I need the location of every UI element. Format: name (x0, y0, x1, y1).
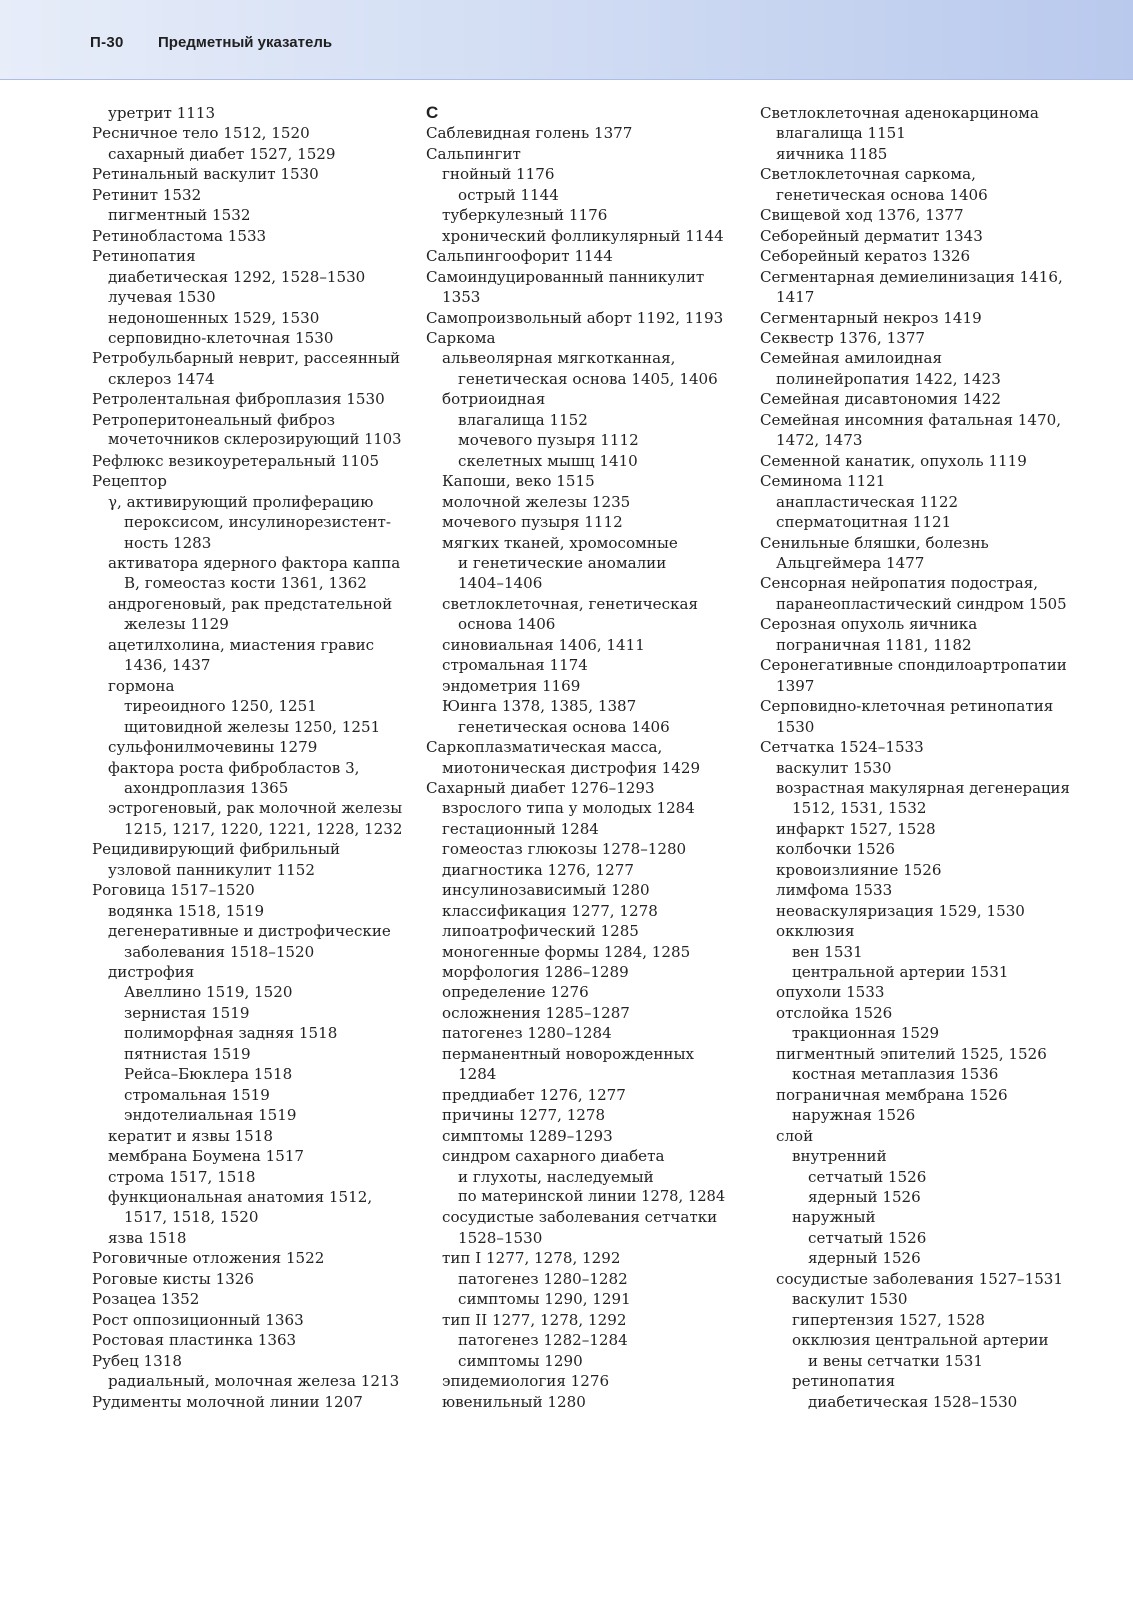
index-entry: Роговица 1517–1520 (92, 881, 255, 900)
index-entry: зернистая 1519 (124, 1003, 250, 1022)
index-entry: стромальная 1519 (124, 1085, 270, 1104)
index-entry: острый 1144 (458, 185, 559, 204)
index-entry: тип II 1277, 1278, 1292 (442, 1310, 627, 1329)
index-entry: Роговичные отложения 1522 (92, 1249, 325, 1268)
index-entry: Сахарный диабет 1276–1293 (426, 778, 655, 797)
index-entry: симптомы 1289–1293 (442, 1126, 613, 1145)
index-entry: Авеллино 1519, 1520 (124, 983, 293, 1002)
index-entry: Серозная опухоль яичника (760, 615, 978, 634)
index-entry: Ретинальный васкулит 1530 (92, 165, 319, 184)
page-number: П-30 (90, 34, 124, 51)
index-entry: инфаркт 1527, 1528 (776, 819, 936, 838)
index-entry: пигментный эпителий 1525, 1526 (776, 1044, 1047, 1063)
index-entry: отслойка 1526 (776, 1003, 893, 1022)
index-entry: Рост оппозиционный 1363 (92, 1310, 304, 1329)
index-entry: функциональная анатомия 1512, (108, 1188, 373, 1207)
index-entry: опухоли 1533 (776, 983, 885, 1002)
index-entry: гнойный 1176 (442, 165, 555, 184)
index-entry: пограничная 1181, 1182 (776, 635, 972, 654)
index-entry: гипертензия 1527, 1528 (792, 1310, 985, 1329)
index-entry: Свищевой ход 1376, 1377 (760, 206, 964, 225)
index-entry: Семейная дисавтономия 1422 (760, 390, 1002, 409)
index-entry: кровоизлияние 1526 (776, 860, 942, 879)
index-entry: основа 1406 (458, 615, 556, 634)
index-entry: мочевого пузыря 1112 (458, 431, 639, 450)
index-entry: липоатрофический 1285 (442, 922, 639, 941)
index-entry: сульфонилмочевины 1279 (108, 738, 318, 757)
section-letter: С (426, 103, 439, 122)
index-entry: пограничная мембрана 1526 (776, 1085, 1008, 1104)
index-entry: эндометрия 1169 (442, 676, 581, 695)
index-entry: Сегментарный некроз 1419 (760, 308, 982, 327)
index-entry: пятнистая 1519 (124, 1044, 251, 1063)
index-entry: Себорейный кератоз 1326 (760, 247, 971, 266)
index-entry: сосудистые заболевания сетчатки (442, 1208, 718, 1227)
index-entry: фактора роста фибробластов 3, (108, 758, 360, 777)
index-entry: инсулинозависимый 1280 (442, 881, 650, 900)
index-entry: осложнения 1285–1287 (442, 1003, 630, 1022)
index-entry: васкулит 1530 (776, 758, 892, 777)
index-entry: мягких тканей, хромосомные (442, 533, 678, 552)
index-entry: колбочки 1526 (776, 840, 895, 859)
index-entry: кератит и язвы 1518 (108, 1126, 273, 1145)
index-entry: 1512, 1531, 1532 (792, 799, 927, 818)
index-entry: эстрогеновый, рак молочной железы (108, 799, 403, 818)
index-entry: Ретроперитонеальный фиброз (92, 410, 336, 429)
index-entry: анапластическая 1122 (776, 492, 959, 511)
index-entry: скелетных мышц 1410 (458, 451, 638, 470)
index-entry: щитовидной железы 1250, 1251 (124, 717, 381, 736)
index-entry: Ретинобластома 1533 (92, 226, 267, 245)
index-entry: Светлоклеточная саркома, (760, 165, 976, 184)
index-entry: заболевания 1518–1520 (124, 942, 315, 961)
index-entry: симптомы 1290, 1291 (458, 1290, 631, 1309)
index-entry: Семейная амилоидная (760, 349, 943, 368)
index-entry: Сегментарная демиелинизация 1416, (760, 267, 1063, 286)
index-entry: окклюзия центральной артерии (792, 1331, 1049, 1350)
index-entry: мочевого пузыря 1112 (442, 513, 623, 532)
index-entry: мембрана Боумена 1517 (108, 1147, 305, 1166)
index-entry: пероксисом, инсулинорезистент- (124, 513, 391, 532)
index-entry: миотоническая дистрофия 1429 (442, 758, 701, 777)
index-entry: сперматоцитная 1121 (776, 513, 952, 532)
index-entry: наружная 1526 (792, 1106, 916, 1125)
index-entry: активатора ядерного фактора каппа (108, 553, 401, 572)
index-entry: Ретролентальная фиброплазия 1530 (92, 390, 385, 409)
index-entry: уретрит 1113 (108, 104, 216, 122)
index-entry: классификация 1277, 1278 (442, 901, 658, 920)
index-entry: полиморфная задняя 1518 (124, 1024, 338, 1043)
index-entry: γ, активирующий пролиферацию (108, 492, 374, 511)
index-entry: 1353 (442, 288, 481, 307)
index-entry: Серонегативные спондилоартропатии (760, 656, 1067, 675)
index-entry: склероз 1474 (108, 369, 215, 388)
index-entry: 1436, 1437 (124, 656, 211, 675)
index-entry: Сетчатка 1524–1533 (760, 738, 924, 757)
page-title: Предметный указатель (158, 34, 333, 51)
index-entry: патогенез 1280–1282 (458, 1269, 628, 1288)
index-entry: влагалища 1152 (458, 410, 588, 429)
index-entry: эндотелиальная 1519 (124, 1106, 297, 1125)
index-entry: перманентный новорожденных (442, 1044, 694, 1063)
index-entry: Самоиндуцированный панникулит (426, 267, 705, 286)
index-entry: васкулит 1530 (792, 1290, 908, 1309)
index-entry: тиреоидного 1250, 1251 (124, 697, 317, 716)
index-entry: 1472, 1473 (776, 431, 863, 450)
index-entry: причины 1277, 1278 (442, 1106, 606, 1125)
index-entry: Ретинит 1532 (92, 185, 202, 204)
index-entry: диабетическая 1292, 1528–1530 (108, 267, 366, 286)
index-entry: Розацеа 1352 (92, 1290, 200, 1309)
index-entry: Рецептор (92, 472, 167, 491)
index-entry: дегенеративные и дистрофические (108, 922, 391, 941)
index-entry: ность 1283 (124, 533, 212, 552)
index-entry: Саркоплазматическая масса, (426, 738, 663, 757)
index-entry: андрогеновый, рак предстательной (108, 594, 393, 613)
index-entry: генетическая основа 1406 (776, 185, 988, 204)
index-entry: вен 1531 (792, 942, 863, 961)
index-entry: паранеопластический синдром 1505 (776, 594, 1067, 613)
index-entry: гестационный 1284 (442, 819, 599, 838)
index-entry: Сальпингоофорит 1144 (426, 247, 613, 266)
index-entry: Сенильные бляшки, болезнь (760, 533, 989, 552)
index-entry: тип I 1277, 1278, 1292 (442, 1249, 621, 1268)
index-entry: преддиабет 1276, 1277 (442, 1085, 626, 1104)
index-entry: водянка 1518, 1519 (108, 901, 265, 920)
index-entry: Капоши, веко 1515 (442, 472, 595, 491)
index-entry: Саблевидная голень 1377 (426, 124, 633, 143)
index-entry: полинейропатия 1422, 1423 (776, 369, 1001, 388)
index-entry: гормона (108, 676, 175, 695)
index-entry: железы 1129 (124, 615, 229, 634)
index-entry: по материнской линии 1278, 1284 (458, 1188, 726, 1206)
index-entry: 1215, 1217, 1220, 1221, 1228, 1232 (124, 819, 403, 838)
index-entry: альвеолярная мягкотканная, (442, 349, 676, 368)
index-entry: стромальная 1174 (442, 656, 588, 675)
index-entry: ботриоидная (442, 390, 546, 409)
index-entry: ацетилхолина, миастения гравис (108, 635, 375, 654)
index-entry: влагалища 1151 (776, 124, 906, 143)
index-entry: Семенной канатик, опухоль 1119 (760, 451, 1027, 470)
index-entry: диабетическая 1528–1530 (808, 1392, 1018, 1411)
index-entry: язва 1518 (108, 1228, 187, 1247)
index-entry: 1284 (458, 1065, 497, 1084)
index-entry: гомеостаз глюкозы 1278–1280 (442, 840, 687, 859)
index-entry: наружный (792, 1208, 876, 1227)
index-entry: яичника 1185 (776, 144, 888, 163)
index-entry: Рейса–Бюклера 1518 (124, 1065, 293, 1084)
index-entry: ахондроплазия 1365 (124, 778, 289, 797)
index-entry: Секвестр 1376, 1377 (760, 328, 926, 347)
index-entry: Семинома 1121 (760, 472, 886, 491)
index-entry: возрастная макулярная дегенерация (776, 778, 1070, 797)
index-entry: окклюзия (776, 922, 855, 941)
index-entry: 1528–1530 (458, 1228, 543, 1247)
index-entry: центральной артерии 1531 (792, 963, 1009, 982)
index-entry: серповидно-клеточная 1530 (108, 328, 334, 347)
header-divider (0, 79, 1133, 80)
index-entry: хронический фолликулярный 1144 (442, 226, 724, 245)
index-entry: моногенные формы 1284, 1285 (442, 942, 691, 961)
index-entry: Себорейный дерматит 1343 (760, 226, 983, 245)
index-entry: Сальпингит (426, 144, 521, 163)
index-entry: 1517, 1518, 1520 (124, 1208, 259, 1227)
index-entry: патогенез 1280–1284 (442, 1024, 612, 1043)
index-entry: и глухоты, наследуемый (458, 1167, 654, 1186)
index-entry: узловой панникулит 1152 (108, 860, 315, 879)
index-entry: Роговые кисты 1326 (92, 1269, 254, 1288)
index-entry: Серповидно-клеточная ретинопатия (760, 697, 1054, 716)
index-entry: Саркома (426, 328, 496, 347)
index-entry: неоваскуляризация 1529, 1530 (776, 901, 1025, 920)
index-entry: ядерный 1526 (808, 1188, 921, 1207)
index-entry: светлоклеточная, генетическая (442, 594, 699, 613)
index-entry: 1417 (776, 288, 815, 307)
index-entry: туберкулезный 1176 (442, 206, 608, 225)
index-entry: определение 1276 (442, 983, 589, 1002)
index-entry: симптомы 1290 (458, 1351, 583, 1370)
index-entry: лучевая 1530 (108, 288, 216, 307)
index-entry: Рецидивирующий фибрильный (92, 840, 341, 859)
index-entry: пигментный 1532 (108, 206, 251, 225)
index-entry: костная метаплазия 1536 (792, 1065, 999, 1084)
index-entry: Сенсорная нейропатия подострая, (760, 574, 1039, 593)
index-entry: генетическая основа 1406 (458, 717, 670, 736)
index-entry: ядерный 1526 (808, 1249, 921, 1268)
index-column-2 (426, 103, 726, 1412)
index-entry: лимфома 1533 (776, 881, 893, 900)
index-entry: 1404–1406 (458, 574, 543, 593)
index-entry: Ресничное тело 1512, 1520 (92, 124, 310, 143)
index-entry: слой (776, 1126, 814, 1145)
index-entry: патогенез 1282–1284 (458, 1331, 628, 1350)
index-entry: Семейная инсомния фатальная 1470, (760, 410, 1061, 429)
index-entry: синовиальная 1406, 1411 (442, 635, 645, 654)
index-entry: Рудименты молочной линии 1207 (92, 1392, 363, 1411)
index-entry: диагностика 1276, 1277 (442, 860, 634, 879)
index-entry: Ретробульбарный неврит, рассеянный (92, 349, 401, 368)
index-entry: Рубец 1318 (92, 1351, 182, 1370)
index-entry: B, гомеостаз кости 1361, 1362 (124, 574, 367, 593)
index-entry: сосудистые заболевания 1527–1531 (776, 1269, 1064, 1288)
index-entry: Самопроизвольный аборт 1192, 1193 (426, 308, 724, 327)
index-entry: 1397 (776, 676, 815, 695)
index-entry: и вены сетчатки 1531 (808, 1351, 983, 1370)
index-entry: сетчатый 1526 (808, 1228, 927, 1247)
index-entry: внутренний (792, 1147, 887, 1166)
index-entry: взрослого типа у молодых 1284 (442, 799, 695, 818)
index-entry: Альцгеймера 1477 (776, 553, 925, 572)
index-entry: радиальный, молочная железа 1213 (108, 1372, 400, 1391)
index-entry: Рефлюкс везикоуретеральный 1105 (92, 451, 380, 470)
index-entry: генетическая основа 1405, 1406 (458, 369, 718, 388)
index-entry: синдром сахарного диабета (442, 1147, 665, 1166)
index-entry: сахарный диабет 1527, 1529 (108, 144, 336, 163)
index-column-1 (92, 103, 402, 1412)
index-entry: строма 1517, 1518 (108, 1167, 256, 1186)
index-entry: Юинга 1378, 1385, 1387 (442, 697, 637, 716)
index-entry: молочной железы 1235 (442, 492, 631, 511)
index-entry: Светлоклеточная аденокарцинома (760, 104, 1039, 122)
index-entry: Ретинопатия (92, 247, 196, 266)
index-entry: тракционная 1529 (792, 1024, 940, 1043)
index-entry: и генетические аномалии (458, 553, 667, 572)
index-entry: Ростовая пластинка 1363 (92, 1331, 297, 1350)
index-entry: ювенильный 1280 (442, 1392, 586, 1411)
index-entry: 1530 (776, 717, 815, 736)
index-entry: эпидемиология 1276 (442, 1372, 610, 1391)
index-entry: дистрофия (108, 963, 195, 982)
index-entry: недоношенных 1529, 1530 (108, 308, 320, 327)
index-entry: мочеточников склерозирующий 1103 (108, 431, 402, 449)
index-entry: ретинопатия (792, 1372, 896, 1391)
index-entry: сетчатый 1526 (808, 1167, 927, 1186)
index-entry: морфология 1286–1289 (442, 963, 629, 982)
index-column-3 (760, 103, 1070, 1412)
